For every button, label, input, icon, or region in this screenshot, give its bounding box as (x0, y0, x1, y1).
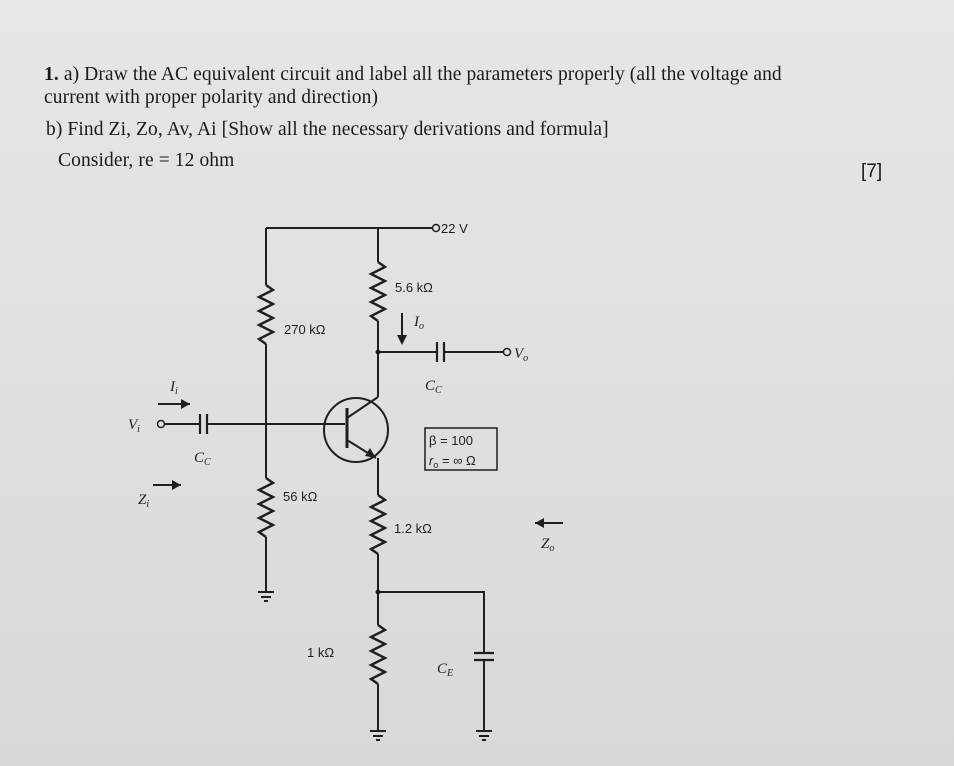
bypass-capacitor (474, 653, 494, 660)
output-terminal (504, 349, 511, 356)
re2-label: 1 kΩ (307, 645, 335, 660)
ii-arrow (158, 399, 190, 409)
output-coupling-capacitor (437, 342, 444, 362)
rc-label: 5.6 kΩ (395, 280, 433, 295)
zo-arrow (535, 518, 563, 528)
bjt-transistor (324, 397, 388, 462)
ground-ce (476, 731, 492, 740)
resistor-270k (259, 285, 273, 344)
question-number: 1. (44, 64, 59, 85)
ce-label: $C_E$ (437, 661, 454, 679)
question-consider: Consider, re = 12 ohm (58, 150, 235, 171)
resistor-5-6k (371, 262, 385, 321)
vi-label: $V_i$ (128, 417, 140, 435)
input-terminal (158, 421, 165, 428)
vo-label: $V_o$ (514, 346, 529, 364)
cc-input-label: $C_C$ (194, 450, 211, 468)
io-arrow (397, 313, 407, 345)
ground-bias (258, 592, 274, 601)
question-part-b: b) Find Zi, Zo, Av, Ai [Show all the necessary derivations and formula] (46, 119, 609, 140)
marks-label: [7] (861, 161, 883, 182)
ii-label: $I_i$ (170, 379, 178, 397)
io-label: $I_o$ (414, 314, 424, 332)
zi-label: $Z_i$ (138, 492, 150, 510)
re1-label: 1.2 kΩ (394, 521, 432, 536)
ground-emitter (370, 731, 386, 740)
ro-label: $r_o$ = ∞ Ω (429, 453, 476, 470)
input-coupling-capacitor (200, 414, 207, 434)
r2-label: 56 kΩ (283, 489, 318, 504)
zo-label: $Z_o$ (541, 536, 555, 554)
resistor-1k (371, 625, 385, 684)
question-part-a-continued: current with proper polarity and direction) (44, 87, 379, 108)
r1-label: 270 kΩ (284, 322, 326, 337)
beta-label: β = 100 (429, 433, 473, 448)
resistor-1-2k (371, 495, 385, 554)
cc-output-label: $C_C$ (425, 378, 442, 396)
supply-label: 22 V (441, 221, 468, 236)
part-a-text: a) Draw the AC equivalent circuit and label all the parameters properly (all the voltage and (63, 64, 782, 85)
supply-terminal (433, 225, 440, 232)
resistor-56k (259, 478, 273, 537)
zi-arrow (153, 480, 181, 490)
bypass-wire (378, 592, 484, 652)
